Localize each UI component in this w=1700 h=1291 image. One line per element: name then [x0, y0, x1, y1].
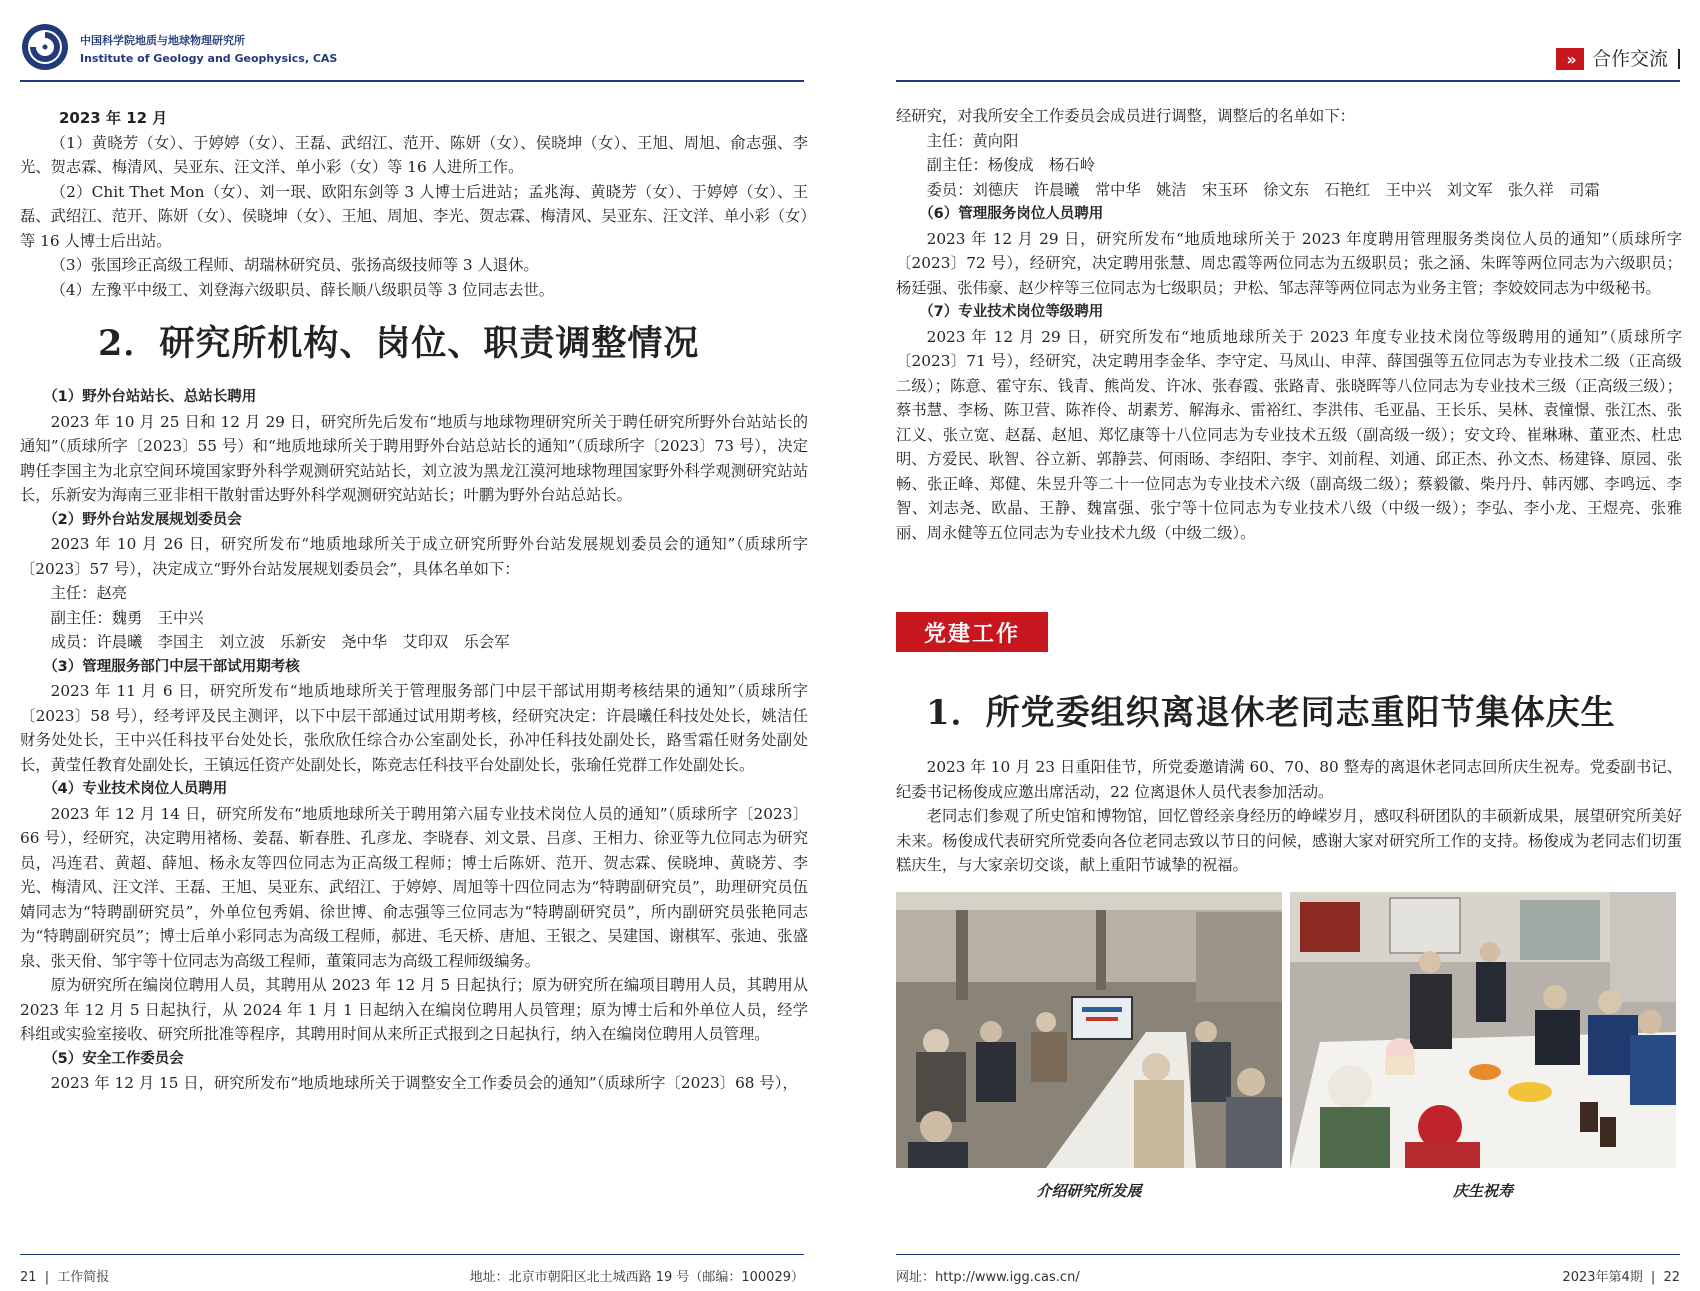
safety-vice-chair: 副主任：杨俊成 杨石岭 [926, 156, 1095, 174]
footer-rule [20, 1254, 804, 1255]
subsection-text-5: 2023 年 12 月 15 日，研究所发布“地质地球所关于调整安全工作委员会的通知”（质球所字〔2023〕68 号）， [50, 1074, 798, 1092]
page-number: 21 [20, 1270, 37, 1285]
footer-address: 地址：北京市朝阳区北土城西路 19 号（邮编：100029） [469, 1270, 804, 1285]
institute-name [80, 32, 337, 65]
article-paragraph-1: 2023 年 10 月 23 日重阳佳节，所党委邀请满 60、70、80 整寿的离退休老同志回所庆生祝寿。党委副书记、纪委书记杨俊成应邀出席活动，22 位离退休人员代表参加活动。 [896, 758, 1682, 801]
subsection-text-2: 2023 年 10 月 26 日，研究所发布“地质地球所关于成立研究所野外台站发展规划委员会的通知”（质球所字〔2023〕57 号），决定成立“野外台站发展规划委员会”，具体名单如下： [20, 535, 808, 578]
footer-right: 2023年第4期 | 22 [1562, 1270, 1680, 1285]
header-rule [20, 80, 804, 82]
subsection-text-4b: 原为研究所在编岗位聘用人员，其聘用从 2023 年 12 月 5 日起执行；原为研究所在编项目聘用人员，其聘用从 2023 年 12 月 5 日起执行，从 2024 年 1 月 1 日起纳入在编岗位聘用人员管理；原为博士后和外单位人员，经学科组或实验室接收、研究所批准等程序，其聘用时间从来所正式报到之日起执行，纳入在编岗位聘用人员管理。 [20, 976, 808, 1043]
committee-members: 成员：许晨曦 李国主 刘立波 乐新安 尧中华 艾印双 乐会军 [50, 633, 510, 651]
footer-url: 网址：http://www.igg.cas.cn/ [896, 1270, 1080, 1285]
institute-name-en: Institute of Geology and Geophysics, CAS [80, 52, 338, 65]
right-page [850, 0, 1700, 1291]
committee-chair: 主任：赵亮 [50, 584, 128, 602]
safety-members: 委员：刘德庆 许晨曦 常中华 姚洁 宋玉环 徐文东 石艳红 王中兴 刘文军 张久祥 司霜 [926, 180, 1600, 199]
photo-birthday-celebration [1290, 892, 1676, 1168]
staff-item-1: （1）黄晓芳（女）、于婷婷（女）、王磊、武绍江、范开、陈妍（女）、侯晓坤（女）、王旭、周旭、俞志强、李光、贺志霖、梅清风、吴亚东、汪文洋、单小彩（女）等 16 人进所工作。 [20, 133, 808, 176]
page-number: 22 [1663, 1270, 1680, 1285]
subsection-title-5: （5）安全工作委员会 [43, 1050, 184, 1067]
institute-logo-icon [20, 22, 70, 72]
staff-item-2: （2）Chit Thet Mon（女）、刘一珉、欧阳东剑等 3 人博士后进站；孟兆海、黄晓芳（女）、于婷婷（女）、王磊、武绍江、范开、陈妍（女）、侯晓坤（女）、王旭、周旭、李光、贺志霖、梅清风、吴亚东、汪文洋、单小彩（女）等 16 人博士后出站。 [20, 182, 808, 250]
subsection-title-7: （7）专业技术岗位等级聘用 [919, 304, 1104, 320]
photo-caption-2: 庆生祝寿 [1452, 1182, 1513, 1200]
safety-chair: 主任：黄向阳 [926, 131, 1019, 150]
staff-item-3: （3）张国珍正高级工程师、胡瑞林研究员、张扬高级技师等 3 人退休。 [50, 256, 539, 274]
footer-rule [896, 1254, 1680, 1255]
footer-left: 21 | 工作简报 [20, 1270, 110, 1285]
institute-name-cn: 中国科学院地质与地球物理研究所 [80, 34, 245, 47]
committee-vice-chair: 副主任：魏勇 王中兴 [50, 608, 204, 627]
subsection-text-6: 2023 年 12 月 29 日，研究所发布“地质地球所关于 2023 年度聘用管理服务类岗位人员的通知”（质球所字〔2023〕72 号），经研究，决定聘用张慧、周忠霞等两位同志为五级职员；张之涵、朱晖等两位同志为六级职员；杨廷强、张伟豪、赵少梓等三位同志为七级职员；尹松、邹志萍等两位同志为业务主管；李姣姣同志为中级秘书。 [896, 229, 1682, 297]
staff-item-4: （4）左豫平中级工、刘登海六级职员、薛长顺八级职员等 3 位同志去世。 [50, 280, 554, 299]
double-chevron-icon: » [1556, 48, 1584, 70]
subsection-text-7: 2023 年 12 月 29 日，研究所发布“地质地球所关于 2023 年度专业技术岗位等级聘用的通知”（质球所字〔2023〕71 号），经研究，决定聘用李金华、李守定、马凤山、申萍、薛国强等五位同志为专业技术二级（正高级二级）；陈意、霍守东、钱青、熊尚发、许冰、张春霞、张路青、张晓晖等八位同志为专业技术三级（正高级三级）；蔡书慧、李杨、陈卫营、陈祚伶、胡素芳、解海永、雷裕红、李洪伟、毛亚晶、王长乐、吴林、袁憧憬、张江杰、张江义、张立宽、赵磊、赵旭、郑忆康等十八位同志为专业技术五级（副高级一级）；安文玲、崔琳琳、董亚杰、杜忠明、方爱民、耿智、谷立新、郭静芸、何雨旸、李绍阳、李宇、刘前程、刘通、邱正杰、孙文杰、杨建锋、原园、张畅、张正峰、郑健、朱昱升等二十一位同志为专业技术六级（副高级二级）；蔡毅徽、柴丹丹、韩丙娜、李鸣远、李智、刘志尧、欧晶、王静、魏富强、张宁等十位同志为专业技术八级（中级一级）；李弘、李小龙、王煜亮、张雅丽、周永健等五位同志为专业技术九级（中级二级）。 [896, 327, 1682, 542]
section-tag [1556, 48, 1680, 70]
issue-label: 2023年第4期 [1562, 1270, 1643, 1285]
publication-name: 工作简报 [57, 1270, 110, 1285]
party-work-badge: 党建工作 [896, 612, 1048, 652]
staff-changes-block [20, 106, 808, 302]
continued-text: 经研究，对我所安全工作委员会成员进行调整，调整后的名单如下： [896, 107, 1355, 125]
section-name: 合作交流 [1592, 49, 1680, 69]
adjustments-block [20, 385, 808, 1096]
subsection-title-6: （6）管理服务岗位人员聘用 [919, 206, 1104, 222]
photo-meeting-room [896, 892, 1282, 1168]
subsection-title-2: （2）野外台站发展规划委员会 [43, 511, 242, 528]
date-heading: 2023 年 12 月 [59, 109, 168, 127]
photo-caption-1: 介绍研究所发展 [1036, 1182, 1142, 1200]
header-rule [896, 80, 1680, 82]
section-heading: 2．研究所机构、岗位、职责调整情况 [98, 323, 700, 364]
subsection-text-3: 2023 年 11 月 6 日，研究所发布“地质地球所关于管理服务部门中层干部试用期考核结果的通知”（质球所字〔2023〕58 号），经考评及民主测评，以下中层干部通过试用期考核，经研究决定：许晨曦任科技处处长，姚洁任财务处处长，王中兴任科技平台处处长，张欣欣任综合办公室副处长，孙冲任科技处副处长，路雪霜任财务处副处长，黄莹任教育处副处长，王镇远任资产处副处长，陈竞志任科技平台处副处长，张瑜任党群工作处副处长。 [20, 682, 808, 774]
article-title: 1．所党委组织离退休老同志重阳节集体庆生 [926, 693, 1616, 733]
subsection-title-4: （4）专业技术岗位人员聘用 [43, 781, 228, 797]
subsection-text-4: 2023 年 12 月 14 日，研究所发布“地质地球所关于聘用第六届专业技术岗位人员的通知”（质球所字〔2023〕66 号），经研究，决定聘用褚杨、姜磊、靳春胜、孔彦龙、李晓春、刘文景、吕彦、王相力、徐亚等九位同志为研究员，冯连君、黄超、薛旭、杨永友等四位同志为正高级工程师；博士后陈妍、范开、贺志霖、侯晓坤、黄晓芳、李光、梅清风、汪文洋、王磊、王旭、吴亚东、武绍江、于婷婷、周旭等十四位同志为“特聘副研究员”，助理研究员伍婧同志为“特聘副研究员”，外单位包秀娟、徐世博、俞志强等三位同志为“特聘副研究员”，所内副研究员张艳同志为“特聘副研究员”；博士后单小彩同志为高级工程师，郝进、毛天桥、唐旭、王银之、吴建国、谢棋军、张迪、张盛泉、张天佾、邹宇等十位同志为高级工程师，董策同志为高级工程师级编务。 [20, 804, 808, 970]
subsection-title-3: （3）管理服务部门中层干部试用期考核 [43, 658, 300, 675]
continued-block [896, 104, 1682, 545]
article-paragraph-2: 老同志们参观了所史馆和博物馆，回忆曾经亲身经历的峥嵘岁月，感叹科研团队的丰硕新成果，展望研究所美好未来。杨俊成代表研究所党委向各位老同志致以节日的问候，感谢大家对研究所工作的支持。杨俊成为老同志们切蛋糕庆生，与大家亲切交谈，献上重阳节诚挚的祝福。 [896, 807, 1682, 874]
subsection-text-1: 2023 年 10 月 25 日和 12 月 29 日，研究所先后发布“地质与地球物理研究所关于聘任研究所野外台站站长的通知”（质球所字〔2023〕55 号）和“地质地球所关于聘用野外台站总站长的通知”（质球所字〔2023〕73 号），决定聘任李国主为北京空间环境国家野外科学观测研究站站长，刘立波为黑龙江漠河地球物理国家野外科学观测研究站站长，乐新安为海南三亚非相干散射雷达野外科学观测研究站站长；叶鹏为野外台站总站长。 [20, 412, 808, 504]
subsection-title-1: （1）野外台站站长、总站长聘用 [43, 389, 257, 405]
article-body [896, 755, 1682, 878]
